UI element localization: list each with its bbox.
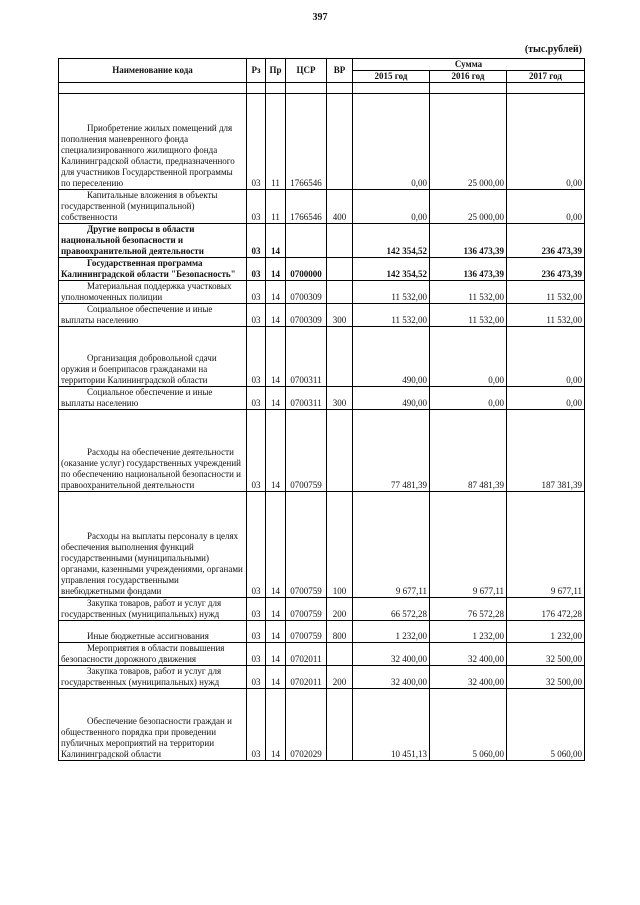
row-2017: 11 532,00 <box>507 281 585 304</box>
row-vr: 100 <box>327 492 353 598</box>
row-vr <box>327 327 353 387</box>
row-vr <box>327 224 353 258</box>
row-rz: 03 <box>247 689 266 761</box>
row-name: Иные бюджетные ассигнования <box>59 621 247 643</box>
row-2016: 136 473,39 <box>430 258 507 281</box>
table-row <box>59 689 585 761</box>
row-name: Государственная программа Калининградской области "Безопасность" <box>59 258 247 281</box>
row-2015: 66 572,28 <box>353 598 430 621</box>
header-csr: ЦСР <box>286 59 327 83</box>
row-2015: 11 532,00 <box>353 304 430 327</box>
row-2016: 32 400,00 <box>430 666 507 689</box>
row-pr: 11 <box>266 94 286 190</box>
row-rz: 03 <box>247 94 266 190</box>
row-pr: 14 <box>266 258 286 281</box>
row-rz: 03 <box>247 492 266 598</box>
row-pr: 14 <box>266 410 286 492</box>
row-name: Расходы на обеспечение деятельности (оказание услуг) государственных учреждений по обеспечению национальной безопасности и правоохранительной деятельности <box>59 410 247 492</box>
row-name: Социальное обеспечение и иные выплаты населению <box>59 304 247 327</box>
row-name: Социальное обеспечение и иные выплаты населению <box>59 387 247 410</box>
row-2015: 490,00 <box>353 387 430 410</box>
row-vr: 200 <box>327 666 353 689</box>
header-name: Наименование кода <box>59 59 247 83</box>
row-2017: 236 473,39 <box>507 224 585 258</box>
row-rz: 03 <box>247 410 266 492</box>
table-row <box>59 190 585 224</box>
row-rz: 03 <box>247 190 266 224</box>
row-csr: 0702011 <box>286 666 327 689</box>
table-row <box>59 224 585 258</box>
row-pr: 14 <box>266 643 286 666</box>
row-csr: 0700309 <box>286 304 327 327</box>
row-2016: 25 000,00 <box>430 94 507 190</box>
row-2016: 32 400,00 <box>430 643 507 666</box>
row-name: Закупка товаров, работ и услуг для государственных (муниципальных) нужд <box>59 598 247 621</box>
row-2015: 1 232,00 <box>353 621 430 643</box>
row-vr <box>327 281 353 304</box>
row-2016: 11 532,00 <box>430 304 507 327</box>
row-2017: 11 532,00 <box>507 304 585 327</box>
row-csr: 0702011 <box>286 643 327 666</box>
row-2017: 236 473,39 <box>507 258 585 281</box>
row-vr <box>327 410 353 492</box>
row-rz: 03 <box>247 327 266 387</box>
table-row <box>59 492 585 598</box>
header-2016: 2016 год <box>430 71 507 83</box>
row-vr <box>327 258 353 281</box>
row-pr: 14 <box>266 598 286 621</box>
row-2016: 87 481,39 <box>430 410 507 492</box>
row-csr: 0700311 <box>286 327 327 387</box>
row-2016: 11 532,00 <box>430 281 507 304</box>
row-csr: 1766546 <box>286 94 327 190</box>
row-name: Организация добровольной сдачи оружия и боеприпасов гражданами на территории Калининградской области <box>59 327 247 387</box>
row-csr: 0700759 <box>286 621 327 643</box>
header-2017: 2017 год <box>507 71 585 83</box>
row-2017: 0,00 <box>507 190 585 224</box>
table-row <box>59 304 585 327</box>
table-row <box>59 94 585 190</box>
table-row <box>59 643 585 666</box>
row-pr: 14 <box>266 666 286 689</box>
row-name: Материальная поддержка участковых уполномоченных полиции <box>59 281 247 304</box>
row-name: Закупка товаров, работ и услуг для государственных (муниципальных) нужд <box>59 666 247 689</box>
row-pr: 14 <box>266 689 286 761</box>
row-2017: 9 677,11 <box>507 492 585 598</box>
table-row <box>59 281 585 304</box>
row-csr: 0700311 <box>286 387 327 410</box>
row-csr: 0700759 <box>286 410 327 492</box>
row-2016: 5 060,00 <box>430 689 507 761</box>
row-csr: 1766546 <box>286 190 327 224</box>
row-2015: 77 481,39 <box>353 410 430 492</box>
row-name: Расходы на выплаты персоналу в целях обеспечения выполнения функций государственными (муниципальными) органами, казенными учреждениями, органами управления государственными внебюджетными фондами <box>59 492 247 598</box>
header-vr: ВР <box>327 59 353 83</box>
row-2017: 1 232,00 <box>507 621 585 643</box>
row-2015: 10 451,13 <box>353 689 430 761</box>
table-row <box>59 410 585 492</box>
row-csr <box>286 224 327 258</box>
row-2017: 32 500,00 <box>507 666 585 689</box>
table-row <box>59 598 585 621</box>
row-rz: 03 <box>247 387 266 410</box>
header-rz: Рз <box>247 59 266 83</box>
row-2016: 1 232,00 <box>430 621 507 643</box>
row-pr: 14 <box>266 304 286 327</box>
row-rz: 03 <box>247 666 266 689</box>
row-vr: 800 <box>327 621 353 643</box>
row-vr <box>327 94 353 190</box>
row-rz: 03 <box>247 598 266 621</box>
table-row <box>59 666 585 689</box>
row-vr <box>327 643 353 666</box>
row-pr: 14 <box>266 327 286 387</box>
row-2016: 25 000,00 <box>430 190 507 224</box>
row-2015: 0,00 <box>353 94 430 190</box>
row-2015: 142 354,52 <box>353 258 430 281</box>
row-name: Мероприятия в области повышения безопасности дорожного движения <box>59 643 247 666</box>
header-pr: Пр <box>266 59 286 83</box>
table-row <box>59 258 585 281</box>
row-rz: 03 <box>247 304 266 327</box>
row-2016: 9 677,11 <box>430 492 507 598</box>
row-2015: 0,00 <box>353 190 430 224</box>
row-rz: 03 <box>247 621 266 643</box>
header-sum: Сумма <box>353 59 585 71</box>
row-pr: 14 <box>266 224 286 258</box>
page-number: 397 <box>312 12 328 23</box>
row-name: Обеспечение безопасности граждан и общественного порядка при проведении публичных мероприятий на территории Калининградской области <box>59 689 247 761</box>
row-csr: 0702029 <box>286 689 327 761</box>
row-2016: 0,00 <box>430 387 507 410</box>
row-2015: 490,00 <box>353 327 430 387</box>
row-2015: 32 400,00 <box>353 666 430 689</box>
row-rz: 03 <box>247 258 266 281</box>
row-pr: 14 <box>266 281 286 304</box>
row-2015: 142 354,52 <box>353 224 430 258</box>
row-2017: 0,00 <box>507 327 585 387</box>
row-pr: 11 <box>266 190 286 224</box>
row-vr: 400 <box>327 190 353 224</box>
row-2015: 9 677,11 <box>353 492 430 598</box>
row-vr: 300 <box>327 387 353 410</box>
row-2015: 11 532,00 <box>353 281 430 304</box>
row-csr: 0700000 <box>286 258 327 281</box>
row-2016: 0,00 <box>430 327 507 387</box>
row-2016: 136 473,39 <box>430 224 507 258</box>
row-pr: 14 <box>266 387 286 410</box>
row-2017: 176 472,28 <box>507 598 585 621</box>
row-2016: 76 572,28 <box>430 598 507 621</box>
row-pr: 14 <box>266 492 286 598</box>
row-2017: 32 500,00 <box>507 643 585 666</box>
row-2017: 5 060,00 <box>507 689 585 761</box>
row-rz: 03 <box>247 281 266 304</box>
budget-table <box>58 58 585 761</box>
table-row <box>59 387 585 410</box>
row-rz: 03 <box>247 224 266 258</box>
row-2017: 0,00 <box>507 94 585 190</box>
row-csr: 0700759 <box>286 492 327 598</box>
table-row <box>59 621 585 643</box>
row-name: Приобретение жилых помещений для пополнения маневренного фонда специализированного жилищного фонда Калининградской области, предназначенного для участников Государственной программы по переселению <box>59 94 247 190</box>
row-csr: 0700309 <box>286 281 327 304</box>
row-vr: 200 <box>327 598 353 621</box>
row-rz: 03 <box>247 643 266 666</box>
row-2015: 32 400,00 <box>353 643 430 666</box>
row-name: Капитальные вложения в объекты государственной (муниципальной) собственности <box>59 190 247 224</box>
row-name: Другие вопросы в области национальной безопасности и правоохранительной деятельности <box>59 224 247 258</box>
header-2015: 2015 год <box>353 71 430 83</box>
spacer-row <box>59 83 585 94</box>
table-row <box>59 327 585 387</box>
row-2017: 187 381,39 <box>507 410 585 492</box>
row-2017: 0,00 <box>507 387 585 410</box>
row-vr <box>327 689 353 761</box>
row-vr: 300 <box>327 304 353 327</box>
row-csr: 0700759 <box>286 598 327 621</box>
row-pr: 14 <box>266 621 286 643</box>
units-label: (тыс.рублей) <box>524 44 582 55</box>
